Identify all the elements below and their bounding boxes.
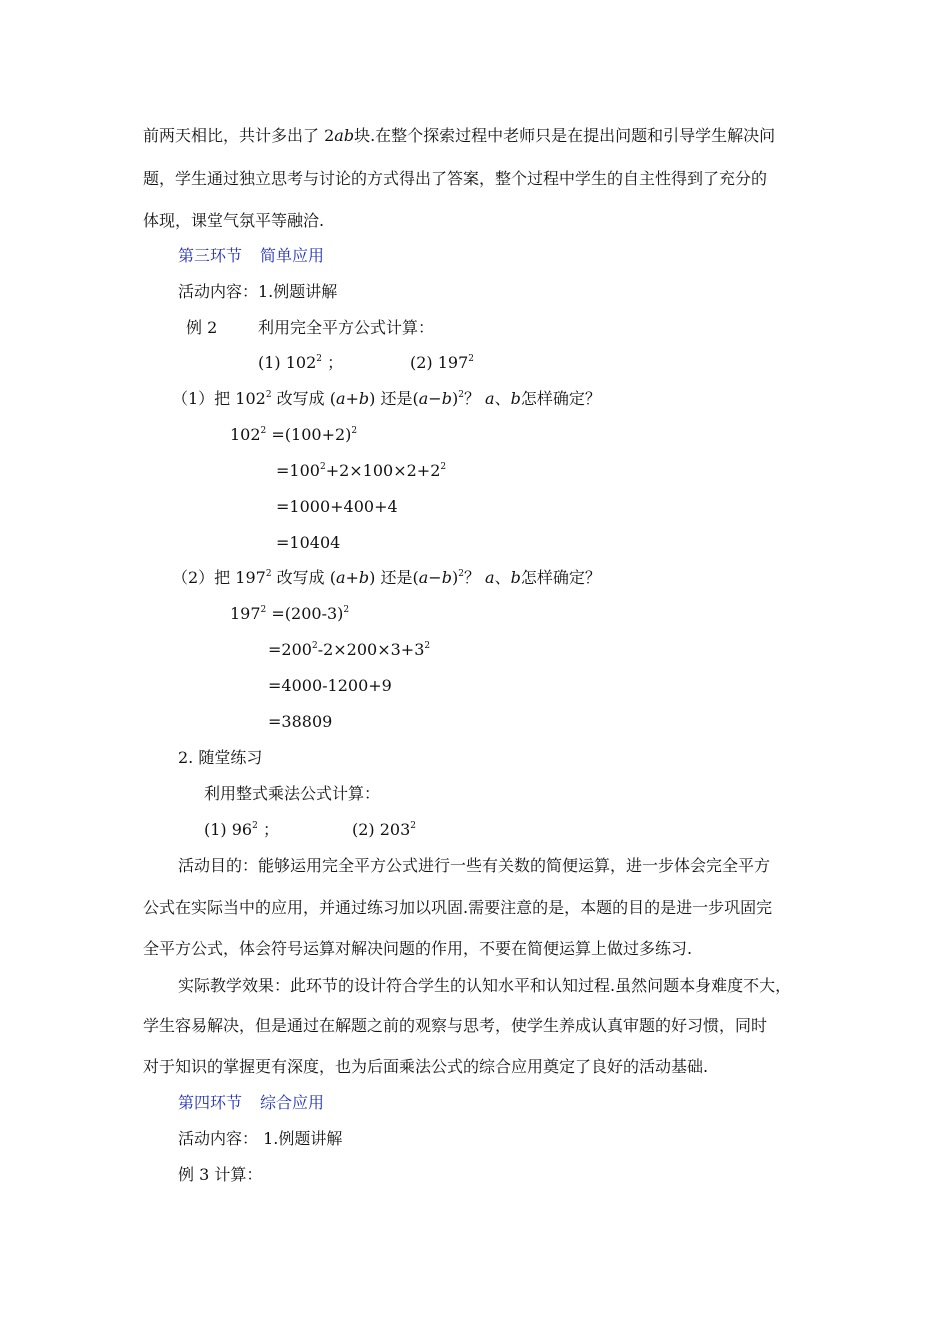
goal-line2: 公式在实际当中的应用，并通过练习加以巩固.需要注意的是，本题的目的是进一步巩固完: [143, 898, 773, 917]
effect-line2: 学生容易解决，但是通过在解题之前的观察与思考，使学生养成认真审题的好习惯，同时: [143, 1016, 768, 1035]
para1-line3: 体现，课堂气氛平等融洽.: [143, 211, 325, 230]
activity3-content: 活动内容：1.例题讲解: [178, 282, 338, 301]
practice-title: 2. 随堂练习: [178, 748, 263, 767]
goal-line1: 活动目的：能够运用完全平方公式进行一些有关数的简便运算，进一步体会完全平方: [178, 856, 771, 875]
calc2-line2: $=200^2-2\times 200\times 3+3^2$: [268, 640, 431, 659]
practice-item1: (1) $96^2$ ；: [204, 820, 279, 839]
calc2-line4: =38809: [268, 712, 333, 731]
practice-text: 利用整式乘法公式计算：: [204, 784, 381, 803]
question2: （2）把 $197^2$ 改写成 (a+b) 还是$(a-b)^2$？ a、b怎样确定？: [172, 568, 601, 587]
example3-label: 例 3 计算：: [178, 1165, 263, 1184]
activity4-content: 活动内容： 1.例题讲解: [178, 1129, 343, 1148]
effect-line1: 实际教学效果：此环节的设计符合学生的认知水平和认知过程.虽然问题本身难度不大，: [178, 976, 792, 995]
section3-heading: 第三环节 简单应用: [178, 246, 325, 265]
para1-line1: 前两天相比，共计多出了 2ab块.在整个探索过程中老师只是在提出问题和引导学生解决问: [143, 126, 776, 145]
section4-heading: 第四环节 综合应用: [178, 1093, 325, 1112]
example2-text: 利用完全平方公式计算：: [258, 318, 435, 337]
example2-label: 例 2: [186, 318, 218, 337]
calc1-line3: =1000+400+4: [276, 497, 398, 516]
example2-item1: (1) $102^2$ ；: [258, 353, 344, 372]
calc1-line1: $102^2 =(100+2)^2$: [230, 425, 358, 444]
effect-line3: 对于知识的掌握更有深度，也为后面乘法公式的综合应用奠定了良好的活动基础.: [143, 1057, 709, 1076]
goal-line3: 全平方公式，体会符号运算对解决问题的作用，不要在简便运算上做过多练习.: [143, 939, 693, 958]
calc1-line2: $=100^2+2\times 100\times 2+2^2$: [276, 461, 447, 480]
calc2-line1: $197^2 =(200-3)^2$: [230, 604, 350, 623]
calc1-line4: =10404: [276, 533, 341, 552]
calc2-line3: =4000-1200+9: [268, 676, 392, 695]
practice-item2: (2) $203^2$: [352, 820, 417, 839]
question1: （1）把 $102^2$ 改写成 (a+b) 还是$(a-b)^2$？ a、b怎样确定？: [172, 389, 601, 408]
para1-line2: 题，学生通过独立思考与讨论的方式得出了答案，整个过程中学生的自主性得到了充分的: [143, 169, 768, 188]
example2-item2: (2) $197^2$: [410, 353, 475, 372]
